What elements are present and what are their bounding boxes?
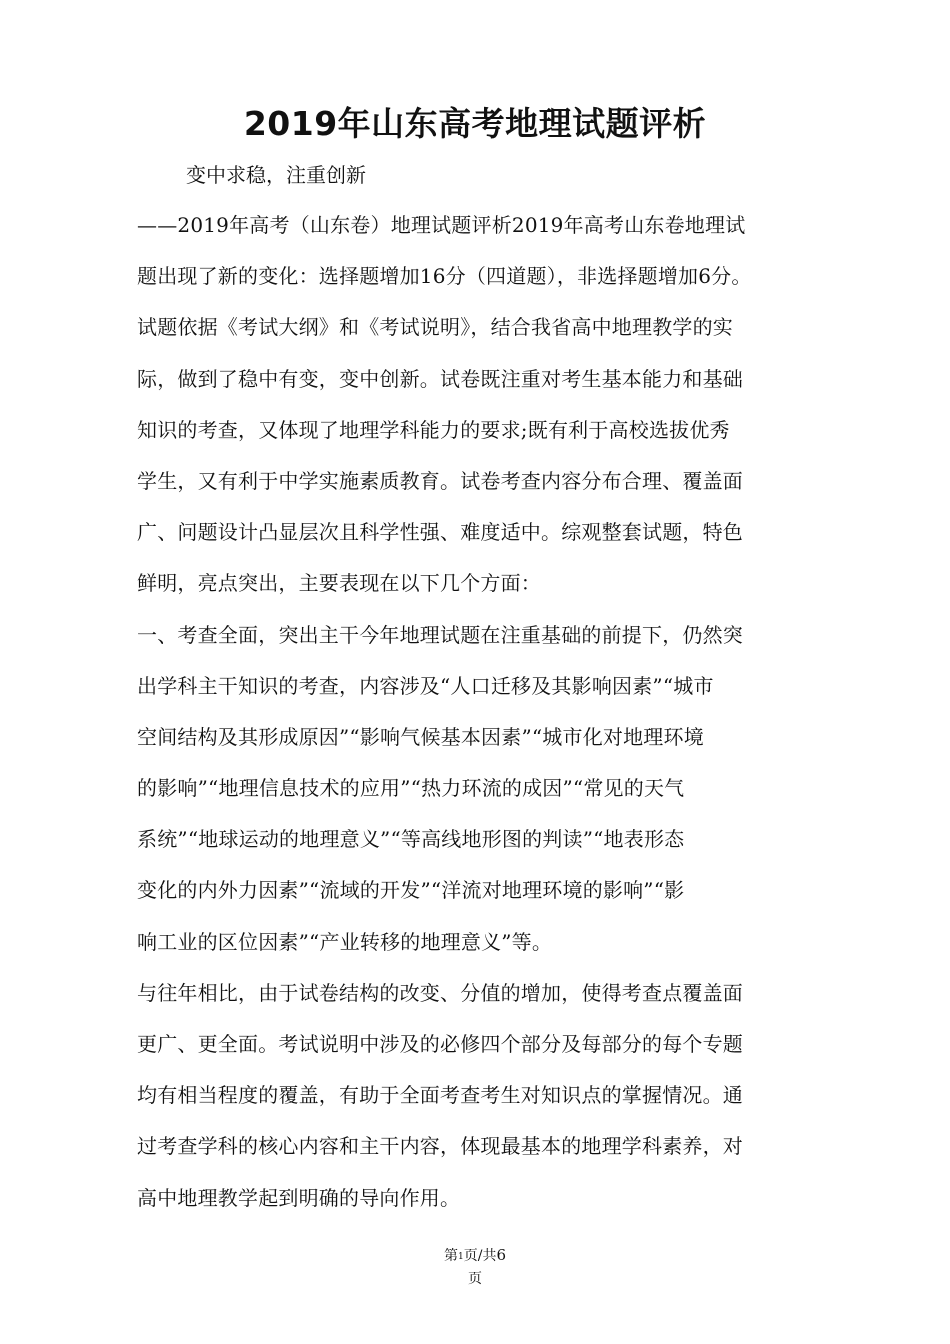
text-line: 与往年相比，由于试卷结构的改变、分值的增加，使得考查点覆盖面: [137, 980, 743, 1005]
text-line: 系统”“地球运动的地理意义”“等高线地形图的判读”“地表形态: [137, 827, 685, 852]
document-title: 2019年山东高考地理试题评析: [243, 104, 707, 143]
total-page-count: 6: [496, 1246, 506, 1264]
text-line: 际，做到了稳中有变，变中创新。试卷既注重对考生基本能力和基础: [137, 366, 743, 391]
page-middle: 页/共: [463, 1248, 497, 1264]
text-line: 题出现了新的变化：选择题增加16分（四道题），非选择题增加6分。: [137, 264, 752, 289]
text-line: 出学科主干知识的考查，内容涉及“人口迁移及其影响因素”“城市: [137, 673, 714, 698]
document-body: [137, 207, 817, 1231]
text-line: 广、问题设计凸显层次且科学性强、难度适中。综观整套试题，特色: [137, 520, 743, 545]
text-line: ——2019年高考（山东卷）地理试题评析2019年高考山东卷地理试: [137, 213, 746, 237]
document-subtitle: 变中求稳，注重创新: [186, 163, 366, 187]
text-line: 试题依据《考试大纲》和《考试说明》，结合我省高中地理教学的实: [137, 315, 733, 340]
page-footer: [0, 1244, 950, 1290]
text-line: 变化的内外力因素”“流域的开发”“洋流对地理环境的影响”“影: [137, 878, 685, 903]
page-prefix: 第: [444, 1248, 458, 1264]
text-line: 高中地理教学起到明确的导向作用。: [137, 1185, 461, 1210]
text-line: 一、考查全面，突出主干今年地理试题在注重基础的前提下，仍然突: [137, 622, 743, 647]
text-line: 更广、更全面。考试说明中涉及的必修四个部分及每部分的每个专题: [137, 1032, 743, 1056]
text-line: 过考查学科的核心内容和主干内容，体现最基本的地理学科素养，对: [137, 1134, 743, 1159]
text-line: 学生，又有利于中学实施素质教育。试卷考查内容分布合理、覆盖面: [137, 468, 743, 493]
text-line: 的影响”“地理信息技术的应用”“热力环流的成因”“常见的天气: [137, 776, 685, 801]
text-line: 响工业的区位因素”“产业转移的地理意义”等。: [137, 929, 553, 954]
text-line: 知识的考查，又体现了地理学科能力的要求;既有利于高校选拔优秀: [137, 417, 730, 442]
text-line: 鲜明，亮点突出，主要表现在以下几个方面：: [137, 571, 541, 596]
page-indicator: [0, 1244, 950, 1268]
page-suffix: 页: [468, 1271, 482, 1287]
text-line: 空间结构及其形成原因”“影响气候基本因素”“城市化对地理环境: [137, 724, 704, 749]
text-line: 均有相当程度的覆盖，有助于全面考查考生对知识点的掌握情况。通: [137, 1083, 743, 1108]
current-page-number: 1: [458, 1252, 464, 1262]
